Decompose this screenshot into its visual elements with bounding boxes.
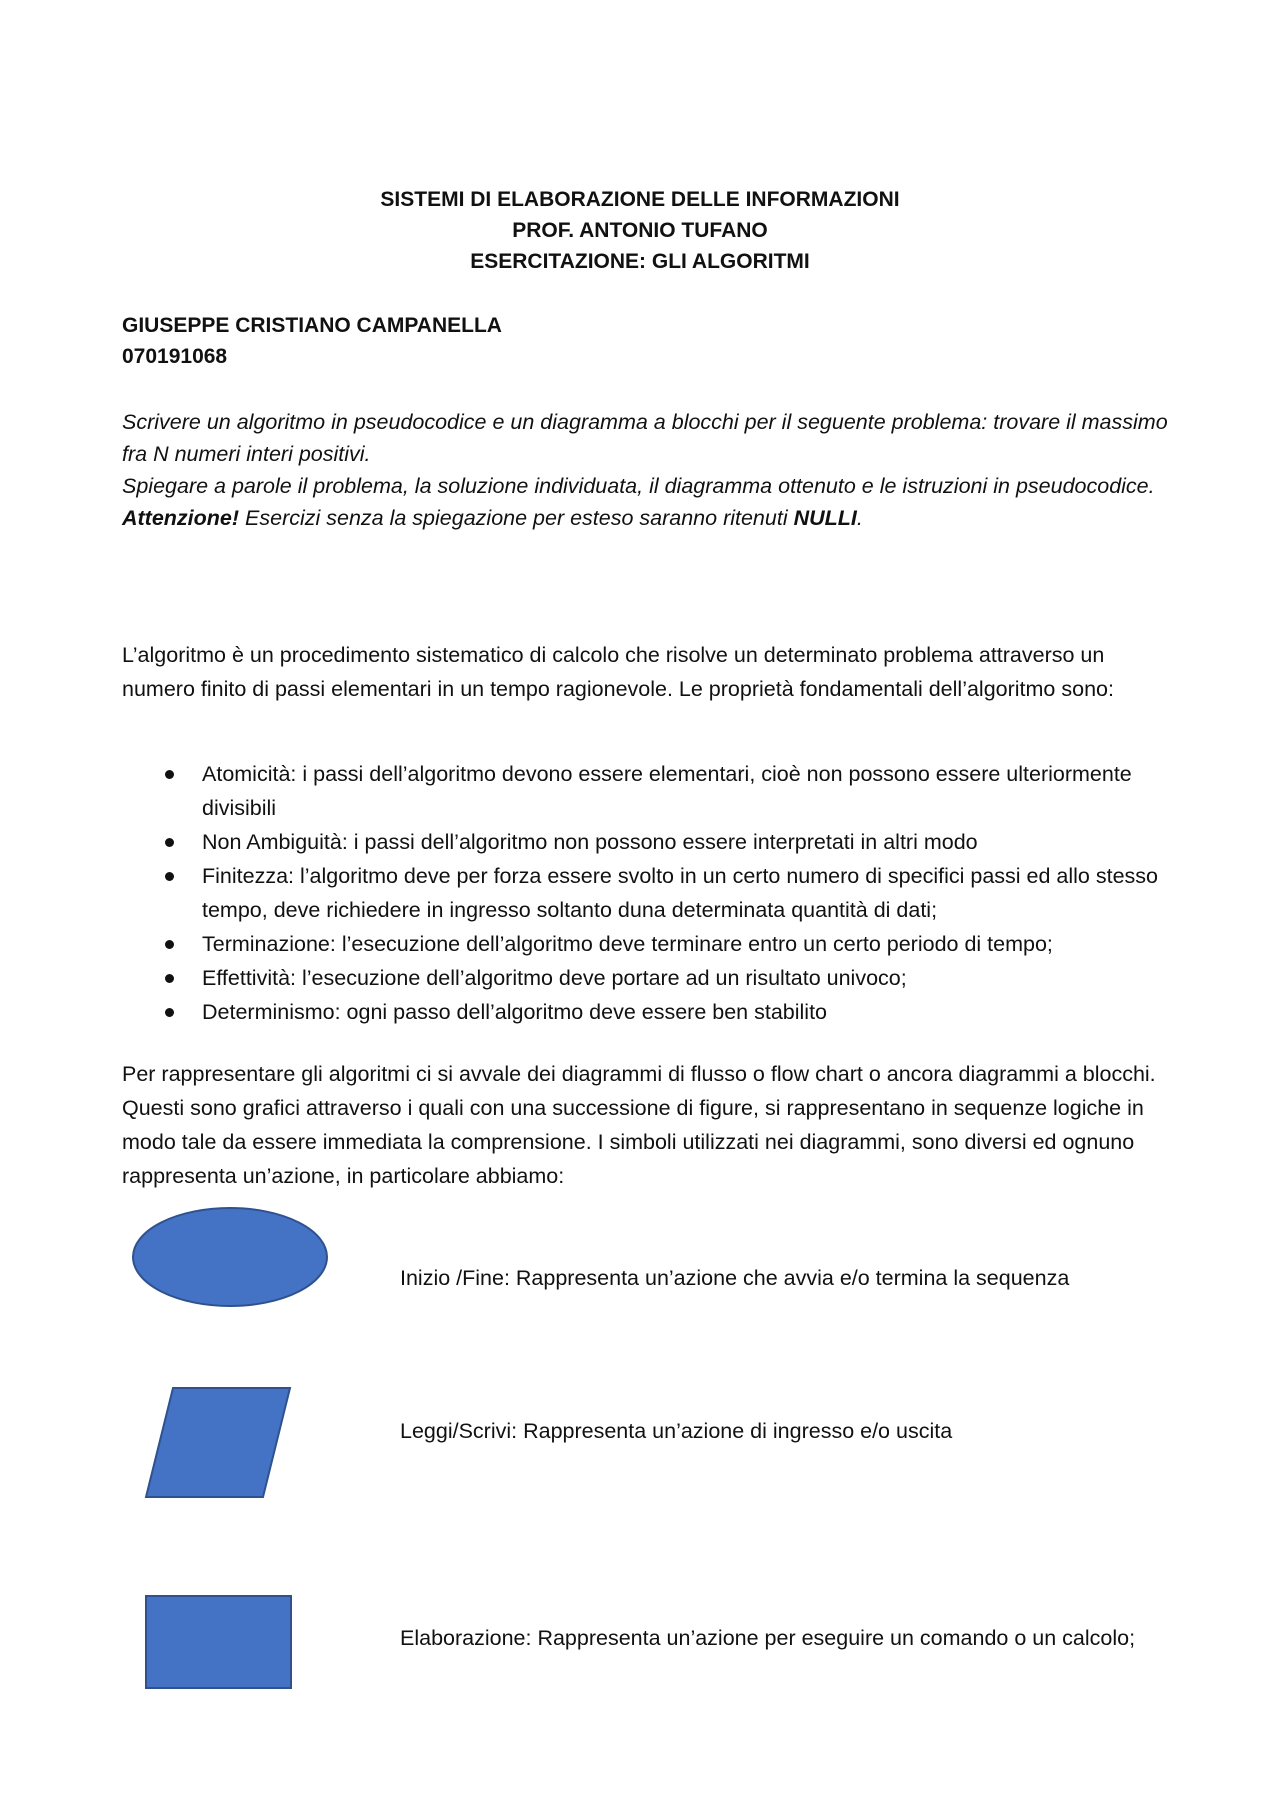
list-item: [122, 825, 1202, 859]
warning-text: Esercizi senza la spiegazione per esteso saranno ritenuti: [239, 506, 794, 530]
property-finiteness: Finitezza: l’algoritmo deve per forza essere svolto in un certo numero di specifici passi ed allo stesso tempo, deve richiedere in ingresso soltanto duna determinata quantità di dati;: [202, 864, 1159, 922]
flowchart-intro: Per rappresentare gli algoritmi ci si avvale dei diagrammi di flusso o flow chart o ancora diagrammi a blocchi. Questi sono grafici attraverso i quali con una successione di figure, si rappresentano in sequenze logiche in modo tale da essere immediata la comprensione. I simboli utilizzati nei diagrammi, sono diversi ed ognuno rappresenta un’azione, in particolare abbiamo:: [122, 1062, 1156, 1188]
student-name: GIUSEPPE CRISTIANO CAMPANELLA: [122, 314, 502, 337]
assignment-explain: Spiegare a parole il problema, la soluzione individuata, il diagramma ottenuto e le istruzioni in pseudocodice.: [122, 474, 1155, 498]
bullet-icon: [165, 1008, 174, 1017]
rectangle-icon: [145, 1595, 292, 1689]
parallelogram-shape: [146, 1388, 290, 1497]
algorithm-intro: L’algoritmo è un procedimento sistematico di calcolo che risolve un determinato problema attraverso un numero finito di passi elementari in un tempo ragionevole. Le proprietà fondamentali dell’algoritmo sono:: [122, 643, 1114, 701]
professor-name: PROF. ANTONIO TUFANO: [512, 219, 768, 242]
list-item: [122, 961, 1202, 995]
property-termination: Terminazione: l’esecuzione dell’algoritmo deve terminare entro un certo periodo di tempo;: [202, 932, 1053, 956]
warning-end: .: [856, 506, 863, 530]
properties-list: [122, 757, 1202, 1029]
assignment-text: [122, 406, 1182, 534]
process-description: Elaborazione: Rappresenta un’azione per eseguire un comando o un calcolo;: [400, 1626, 1136, 1650]
list-item: [122, 927, 1202, 961]
exercise-title: ESERCITAZIONE: GLI ALGORITMI: [470, 250, 810, 273]
list-item: [122, 757, 1202, 825]
bullet-icon: [165, 838, 174, 847]
property-determinism: Determinismo: ogni passo dell’algoritmo deve essere ben stabilito: [202, 1000, 828, 1024]
process-shape: [145, 1595, 292, 1689]
property-effectiveness: Effettività: l’esecuzione dell’algoritmo deve portare ad un risultato univoco;: [202, 966, 907, 990]
rectangle-shape: [146, 1596, 291, 1688]
assignment-warning: [122, 502, 1182, 534]
property-non-ambiguity: Non Ambiguità: i passi dell’algoritmo non possono essere interpretati in altri modo: [202, 830, 978, 854]
student-info: [122, 310, 502, 372]
parallelogram-icon: [144, 1386, 292, 1499]
assignment-task: Scrivere un algoritmo in pseudocodice e un diagramma a blocchi per il seguente problema: trovare il massimo fra N numeri interi positivi.: [122, 410, 1168, 466]
bullet-icon: [165, 940, 174, 949]
io-description: Leggi/Scrivi: Rappresenta un’azione di ingresso e/o uscita: [400, 1419, 953, 1443]
start-end-shape: [130, 1205, 330, 1310]
bullet-icon: [165, 872, 174, 881]
bullet-icon: [165, 974, 174, 983]
property-atomicity: Atomicità: i passi dell’algoritmo devono essere elementari, cioè non possono essere ulteriormente divisibili: [202, 762, 1132, 820]
bullet-icon: [165, 770, 174, 779]
io-shape: [144, 1386, 292, 1499]
start-end-description: Inizio /Fine: Rappresenta un’azione che avvia e/o termina la sequenza: [400, 1266, 1070, 1290]
oval-shape: [133, 1208, 327, 1306]
student-id: 070191068: [122, 345, 228, 368]
oval-icon: [130, 1205, 330, 1310]
warning-emphasis: NULLI: [793, 506, 857, 530]
warning-label: Attenzione!: [122, 506, 240, 530]
document-header: [0, 184, 1280, 277]
list-item: [122, 859, 1202, 927]
course-title: SISTEMI DI ELABORAZIONE DELLE INFORMAZIONI: [380, 188, 900, 211]
list-item: [122, 995, 1202, 1029]
